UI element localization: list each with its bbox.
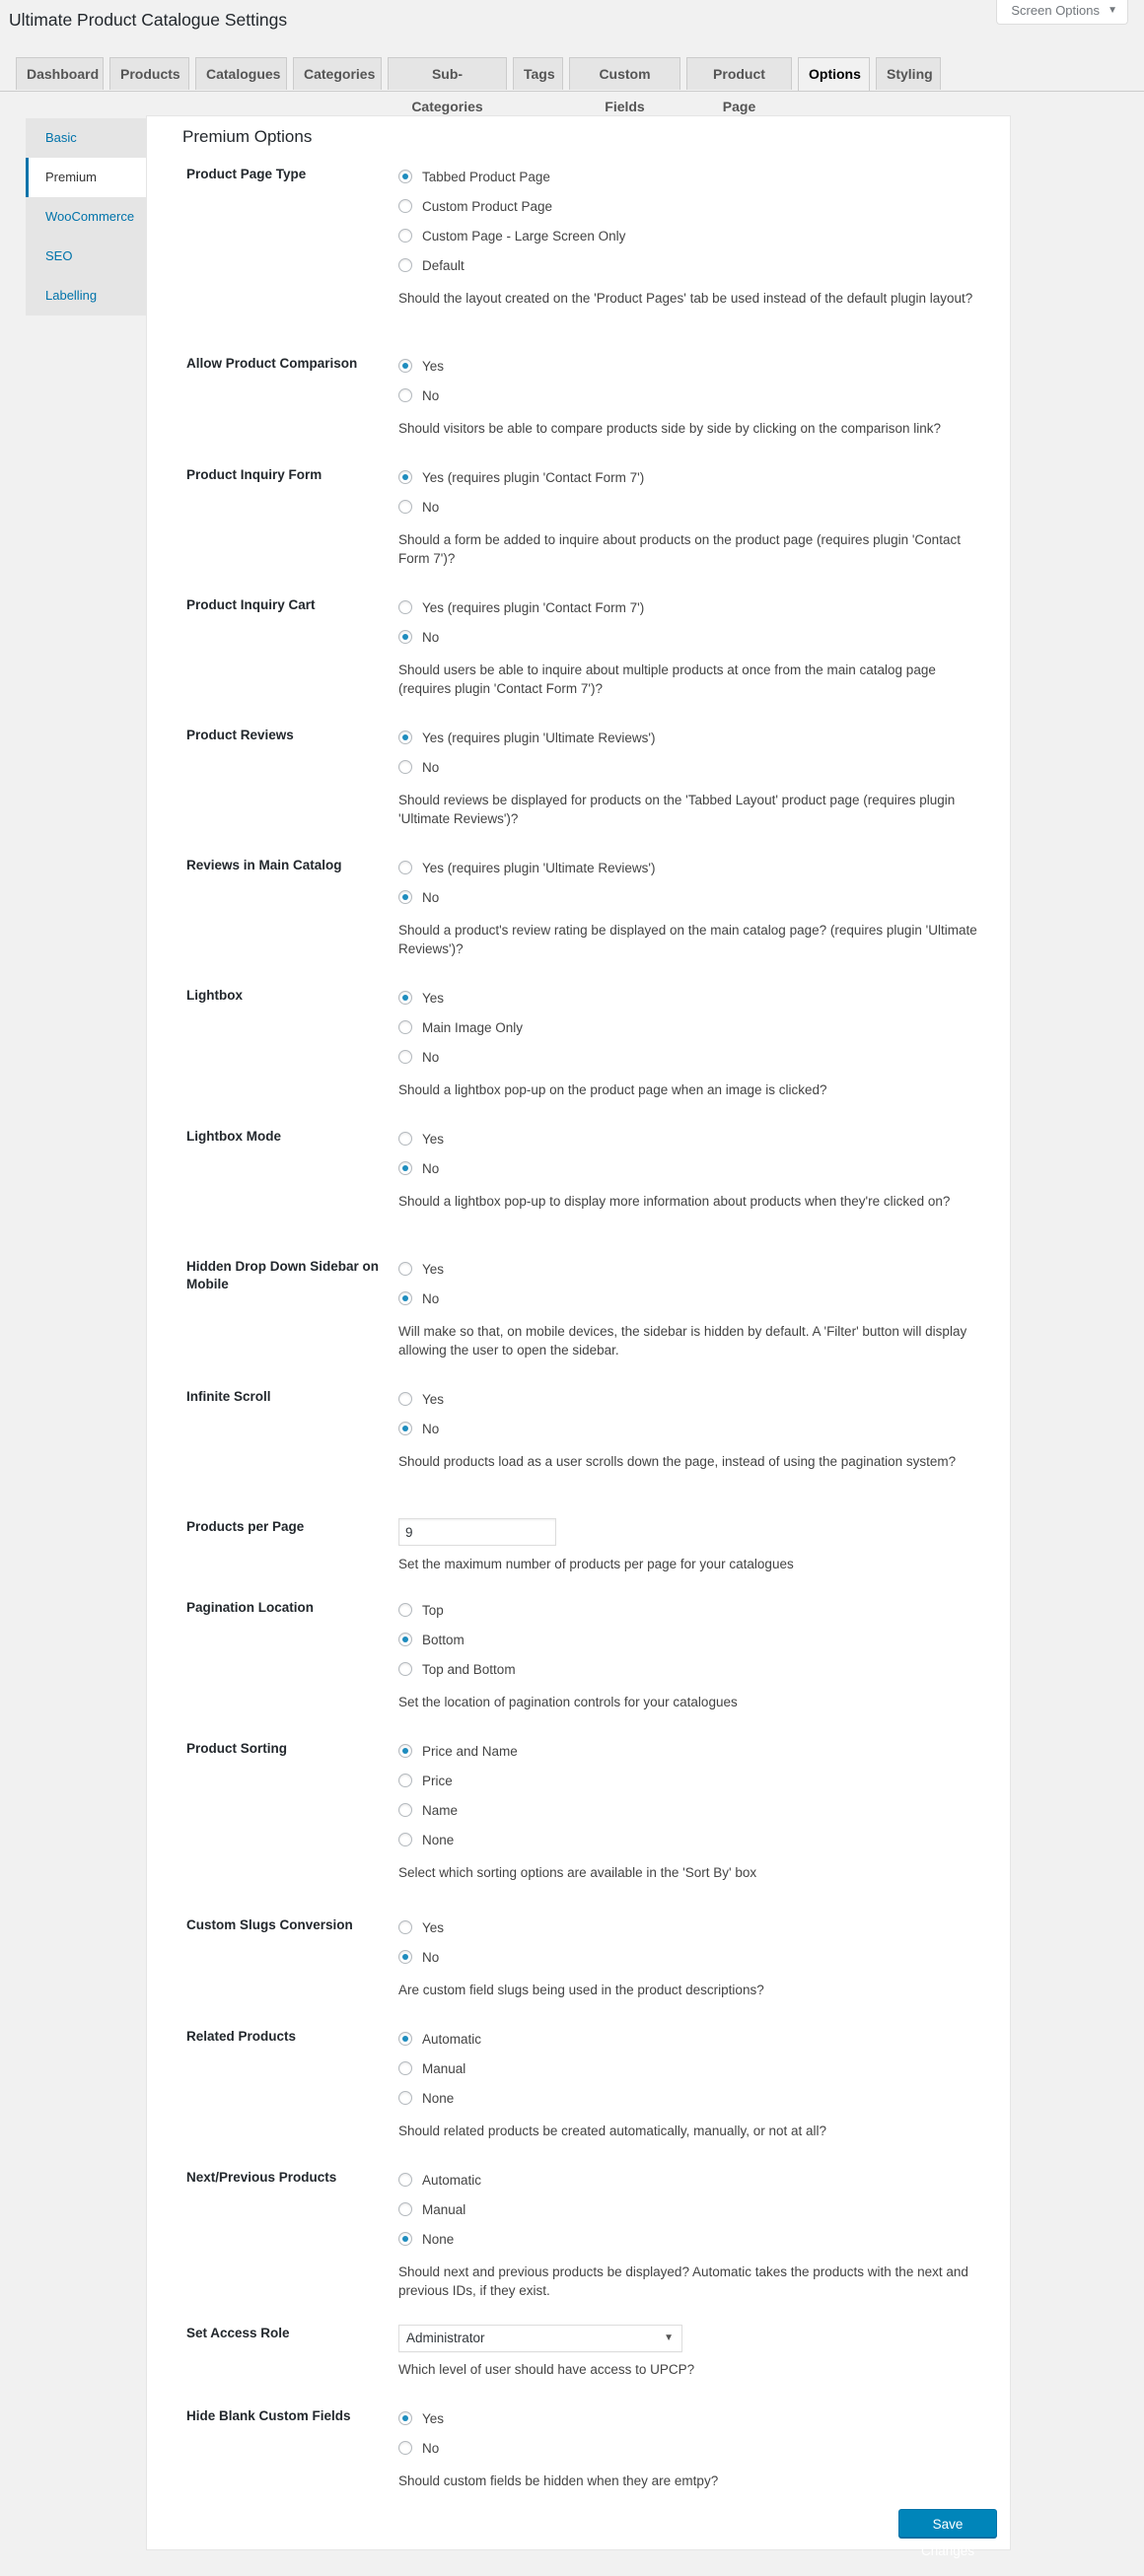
setting-label: Product Sorting — [186, 1741, 287, 1756]
setting-label: Custom Slugs Conversion — [186, 1917, 353, 1932]
radio-option-custom-product-page[interactable] — [398, 199, 990, 229]
setting-description: Should related products be created automatically, manually, or not at all? — [398, 2123, 826, 2138]
radio-option-label: Main Image Only — [422, 1020, 524, 1035]
radio-option-label: None — [422, 1833, 455, 1847]
radio-option-label: No — [422, 388, 440, 403]
radio-option-label: Yes (requires plugin 'Contact Form 7') — [422, 470, 645, 485]
setting-label: Reviews in Main Catalog — [186, 858, 342, 872]
radio-unchecked-icon[interactable] — [398, 2061, 412, 2075]
radio-option-none[interactable] — [398, 2091, 990, 2121]
radio-option-label: Yes (requires plugin 'Ultimate Reviews') — [422, 731, 656, 745]
tab-tags[interactable]: Tags — [513, 57, 563, 90]
setting-description: Should custom fields be hidden when they are emtpy? — [398, 2473, 719, 2488]
access-role-select[interactable] — [398, 2325, 682, 2352]
tab-custom-fields[interactable]: Custom Fields — [569, 57, 680, 90]
radio-unchecked-icon[interactable] — [398, 229, 412, 243]
radio-option-label: Price — [422, 1774, 453, 1788]
radio-checked-icon[interactable] — [398, 359, 412, 373]
radio-option-label: No — [422, 1161, 440, 1176]
radio-option-label: Name — [422, 1803, 459, 1818]
caret-down-icon: ▼ — [664, 2332, 674, 2343]
radio-option-label: Yes — [422, 1920, 445, 1935]
radio-unchecked-icon[interactable] — [398, 2091, 412, 2105]
radio-unchecked-icon[interactable] — [398, 1803, 412, 1817]
sidebar-item-seo[interactable]: SEO — [45, 248, 73, 263]
radio-option-label: No — [422, 1050, 440, 1065]
radio-option-no[interactable] — [398, 630, 990, 660]
setting-description: Select which sorting options are available in the 'Sort By' box — [398, 1865, 757, 1880]
setting-description: Should a form be added to inquire about products on the product page (requires plugin 'Contact Form 7')? — [398, 532, 961, 566]
radio-option-no[interactable] — [398, 760, 990, 790]
radio-option-label: None — [422, 2091, 455, 2106]
radio-option-label: Yes — [422, 2411, 445, 2426]
radio-unchecked-icon[interactable] — [398, 500, 412, 514]
radio-checked-icon[interactable] — [398, 1161, 412, 1175]
radio-option-label: Yes (requires plugin 'Ultimate Reviews') — [422, 861, 656, 875]
radio-unchecked-icon[interactable] — [398, 1920, 412, 1934]
nav-tabs — [0, 57, 1144, 114]
premium-options-panel — [146, 115, 1011, 2558]
setting-control — [398, 991, 990, 1099]
setting-control — [398, 2032, 990, 2140]
radio-option-yes[interactable] — [398, 1262, 990, 1291]
radio-checked-icon[interactable] — [398, 1422, 412, 1435]
setting-control — [398, 1262, 990, 1359]
radio-option-label: Yes — [422, 1132, 445, 1147]
radio-unchecked-icon[interactable] — [398, 2202, 412, 2216]
radio-option-label: Default — [422, 258, 465, 273]
radio-option-label: No — [422, 1422, 440, 1436]
setting-description: Should a lightbox pop-up to display more information about products when they're clicked on? — [398, 1194, 951, 1209]
radio-checked-icon[interactable] — [398, 2232, 412, 2246]
radio-checked-icon[interactable] — [398, 1744, 412, 1758]
setting-description: Are custom field slugs being used in the product descriptions? — [398, 1983, 764, 1997]
radio-unchecked-icon[interactable] — [398, 388, 412, 402]
radio-option-yes-requires-plugin-ultimate-reviews[interactable] — [398, 861, 990, 890]
radio-unchecked-icon[interactable] — [398, 1662, 412, 1676]
radio-option-label: Manual — [422, 2202, 466, 2217]
radio-option-label: Custom Page - Large Screen Only — [422, 229, 626, 244]
tab-styling[interactable]: Styling — [876, 57, 941, 90]
panel-title: Premium Options — [182, 127, 313, 146]
caret-down-icon: ▼ — [1108, 5, 1117, 16]
radio-option-price[interactable] — [398, 1774, 990, 1803]
setting-control — [398, 1603, 990, 1711]
radio-option-none[interactable] — [398, 2232, 990, 2262]
setting-control — [398, 170, 990, 308]
radio-option-yes[interactable] — [398, 359, 990, 388]
radio-option-label: Yes — [422, 1392, 445, 1407]
setting-control — [398, 861, 990, 958]
radio-option-yes[interactable] — [398, 1392, 990, 1422]
radio-option-yes-requires-plugin-contact-form-7[interactable] — [398, 600, 990, 630]
radio-option-label: Custom Product Page — [422, 199, 553, 214]
radio-option-no[interactable] — [398, 1950, 990, 1980]
radio-option-price-and-name[interactable] — [398, 1744, 990, 1774]
radio-option-label: Tabbed Product Page — [422, 170, 550, 184]
radio-unchecked-icon[interactable] — [398, 1132, 412, 1146]
radio-option-no[interactable] — [398, 388, 990, 418]
radio-unchecked-icon[interactable] — [398, 2173, 412, 2187]
radio-option-yes[interactable] — [398, 2411, 990, 2441]
setting-description: Set the maximum number of products per page for your catalogues — [398, 1557, 794, 1571]
radio-option-custom-page-large-screen-only[interactable] — [398, 229, 990, 258]
radio-unchecked-icon[interactable] — [398, 1833, 412, 1846]
radio-option-default[interactable] — [398, 258, 990, 288]
setting-description: Will make so that, on mobile devices, the sidebar is hidden by default. A 'Filter' button will display allowing the user to open the sidebar. — [398, 1324, 967, 1358]
tab-dashboard[interactable]: Dashboard — [16, 57, 104, 90]
sidebar-item-woocommerce[interactable]: WooCommerce — [45, 209, 135, 224]
radio-option-yes-requires-plugin-contact-form-7[interactable] — [398, 470, 990, 500]
radio-option-label: Top — [422, 1603, 444, 1618]
save-changes-button[interactable]: Save Changes — [898, 2509, 997, 2538]
setting-label: Product Inquiry Form — [186, 467, 322, 482]
radio-option-yes[interactable] — [398, 991, 990, 1020]
radio-unchecked-icon[interactable] — [398, 1262, 412, 1276]
radio-option-no[interactable] — [398, 890, 990, 920]
radio-unchecked-icon[interactable] — [398, 1020, 412, 1034]
radio-unchecked-icon[interactable] — [398, 600, 412, 614]
radio-option-automatic[interactable] — [398, 2032, 990, 2061]
radio-checked-icon[interactable] — [398, 2032, 412, 2046]
setting-control — [398, 2411, 990, 2490]
setting-label: Pagination Location — [186, 1600, 315, 1615]
setting-label: Product Reviews — [186, 728, 294, 742]
setting-label: Next/Previous Products — [186, 2170, 337, 2185]
setting-description: Should products load as a user scrolls down the page, instead of using the pagination system? — [398, 1454, 957, 1469]
radio-option-label: Automatic — [422, 2173, 482, 2188]
setting-description: Set the location of pagination controls for your catalogues — [398, 1695, 738, 1709]
radio-unchecked-icon[interactable] — [398, 861, 412, 874]
setting-control — [398, 2325, 990, 2379]
tab-categories[interactable]: Categories — [293, 57, 382, 90]
radio-option-label: Yes — [422, 1262, 445, 1277]
setting-label: Infinite Scroll — [186, 1389, 271, 1404]
radio-unchecked-icon[interactable] — [398, 760, 412, 774]
products-per-page-input[interactable] — [398, 1518, 556, 1546]
radio-option-main-image-only[interactable] — [398, 1020, 990, 1050]
setting-control — [398, 359, 990, 438]
radio-checked-icon[interactable] — [398, 630, 412, 644]
tab-catalogues[interactable]: Catalogues — [195, 57, 287, 90]
setting-description: Should a product's review rating be displayed on the main catalog page? (requires plugin 'Ultimate Reviews')? — [398, 923, 977, 956]
radio-option-label: Manual — [422, 2061, 466, 2076]
radio-option-manual[interactable] — [398, 2202, 990, 2232]
setting-description: Should users be able to inquire about multiple products at once from the main catalog page (requires plugin 'Contact Form 7')? — [398, 662, 936, 696]
setting-label: Product Inquiry Cart — [186, 597, 316, 612]
setting-label: Set Access Role — [186, 2326, 290, 2340]
radio-option-top-and-bottom[interactable] — [398, 1662, 990, 1692]
radio-option-label: No — [422, 630, 440, 645]
setting-label: Hidden Drop Down Sidebar on Mobile — [186, 1259, 379, 1291]
setting-description: Should the layout created on the 'Product Pages' tab be used instead of the default plugin layout? — [398, 291, 973, 306]
sidebar-item-basic[interactable]: Basic — [45, 130, 77, 145]
setting-control — [398, 1392, 990, 1471]
radio-unchecked-icon[interactable] — [398, 1050, 412, 1064]
setting-control — [398, 731, 990, 828]
radio-option-bottom[interactable] — [398, 1633, 990, 1662]
radio-unchecked-icon[interactable] — [398, 199, 412, 213]
radio-option-label: No — [422, 1950, 440, 1965]
sidebar-item-premium[interactable]: Premium — [26, 158, 146, 197]
radio-option-label: Bottom — [422, 1633, 465, 1647]
radio-option-top[interactable] — [398, 1603, 990, 1633]
radio-checked-icon[interactable] — [398, 890, 412, 904]
radio-option-name[interactable] — [398, 1803, 990, 1833]
tab-options[interactable]: Options — [798, 57, 870, 91]
radio-option-label: None — [422, 2232, 455, 2247]
radio-unchecked-icon[interactable] — [398, 1392, 412, 1406]
setting-control — [398, 1132, 990, 1211]
page-title: Ultimate Product Catalogue Settings — [9, 10, 288, 30]
radio-option-manual[interactable] — [398, 2061, 990, 2091]
setting-description: Should reviews be displayed for products on the 'Tabbed Layout' product page (requires plugin 'Ultimate Reviews')? — [398, 793, 956, 826]
radio-option-label: Top and Bottom — [422, 1662, 516, 1677]
setting-label: Related Products — [186, 2029, 297, 2044]
setting-control — [398, 2173, 990, 2300]
radio-checked-icon[interactable] — [398, 170, 412, 183]
radio-checked-icon[interactable] — [398, 2411, 412, 2425]
setting-control — [398, 1518, 990, 1573]
setting-control — [398, 1920, 990, 1999]
radio-option-yes[interactable] — [398, 1920, 990, 1950]
radio-option-label: Yes (requires plugin 'Contact Form 7') — [422, 600, 645, 615]
radio-option-automatic[interactable] — [398, 2173, 990, 2202]
settings-sidebar — [26, 118, 146, 315]
radio-option-label: Automatic — [422, 2032, 482, 2047]
radio-unchecked-icon[interactable] — [398, 2441, 412, 2455]
setting-description: Should next and previous products be displayed? Automatic takes the products with the next and previous IDs, if they exist. — [398, 2264, 968, 2298]
radio-option-label: No — [422, 760, 440, 775]
setting-label: Lightbox — [186, 988, 243, 1003]
radio-checked-icon[interactable] — [398, 1950, 412, 1964]
radio-option-label: Price and Name — [422, 1744, 518, 1759]
radio-option-label: No — [422, 1291, 440, 1306]
setting-label: Lightbox Mode — [186, 1129, 281, 1144]
radio-option-none[interactable] — [398, 1833, 990, 1862]
radio-option-label: No — [422, 890, 440, 905]
radio-option-yes[interactable] — [398, 1132, 990, 1161]
radio-option-no[interactable] — [398, 2441, 990, 2471]
setting-control — [398, 470, 990, 568]
radio-option-yes-requires-plugin-ultimate-reviews[interactable] — [398, 731, 990, 760]
setting-description: Which level of user should have access to UPCP? — [398, 2362, 695, 2377]
tab-product-page[interactable]: Product Page — [686, 57, 792, 90]
radio-option-label: No — [422, 2441, 440, 2456]
setting-control — [398, 1744, 990, 1882]
radio-option-label: Yes — [422, 359, 445, 374]
setting-label: Hide Blank Custom Fields — [186, 2408, 351, 2423]
radio-checked-icon[interactable] — [398, 731, 412, 744]
radio-option-no[interactable] — [398, 1161, 990, 1191]
radio-unchecked-icon[interactable] — [398, 1774, 412, 1787]
select-value: Administrator — [406, 2331, 485, 2345]
setting-control — [398, 600, 990, 698]
radio-checked-icon[interactable] — [398, 1291, 412, 1305]
radio-option-tabbed-product-page[interactable] — [398, 170, 990, 199]
radio-option-label: No — [422, 500, 440, 515]
sidebar-item-labelling[interactable]: Labelling — [45, 288, 98, 303]
radio-option-label: Yes — [422, 991, 445, 1006]
radio-option-no[interactable] — [398, 500, 990, 529]
radio-checked-icon[interactable] — [398, 1633, 412, 1646]
radio-checked-icon[interactable] — [398, 470, 412, 484]
radio-unchecked-icon[interactable] — [398, 258, 412, 272]
radio-option-no[interactable] — [398, 1291, 990, 1321]
setting-label: Allow Product Comparison — [186, 356, 358, 371]
radio-checked-icon[interactable] — [398, 991, 412, 1005]
setting-description: Should visitors be able to compare products side by side by clicking on the comparison link? — [398, 421, 942, 436]
tab-sub-categories[interactable]: Sub-Categories — [388, 57, 507, 90]
screen-options-button[interactable] — [996, 0, 1128, 25]
setting-label: Product Page Type — [186, 167, 307, 181]
radio-unchecked-icon[interactable] — [398, 1603, 412, 1617]
tab-products[interactable]: Products — [109, 57, 189, 90]
setting-label: Products per Page — [186, 1519, 305, 1534]
radio-option-no[interactable] — [398, 1422, 990, 1451]
radio-option-no[interactable] — [398, 1050, 990, 1079]
setting-description: Should a lightbox pop-up on the product page when an image is clicked? — [398, 1082, 827, 1097]
screen-options-label: Screen Options — [1011, 3, 1100, 18]
